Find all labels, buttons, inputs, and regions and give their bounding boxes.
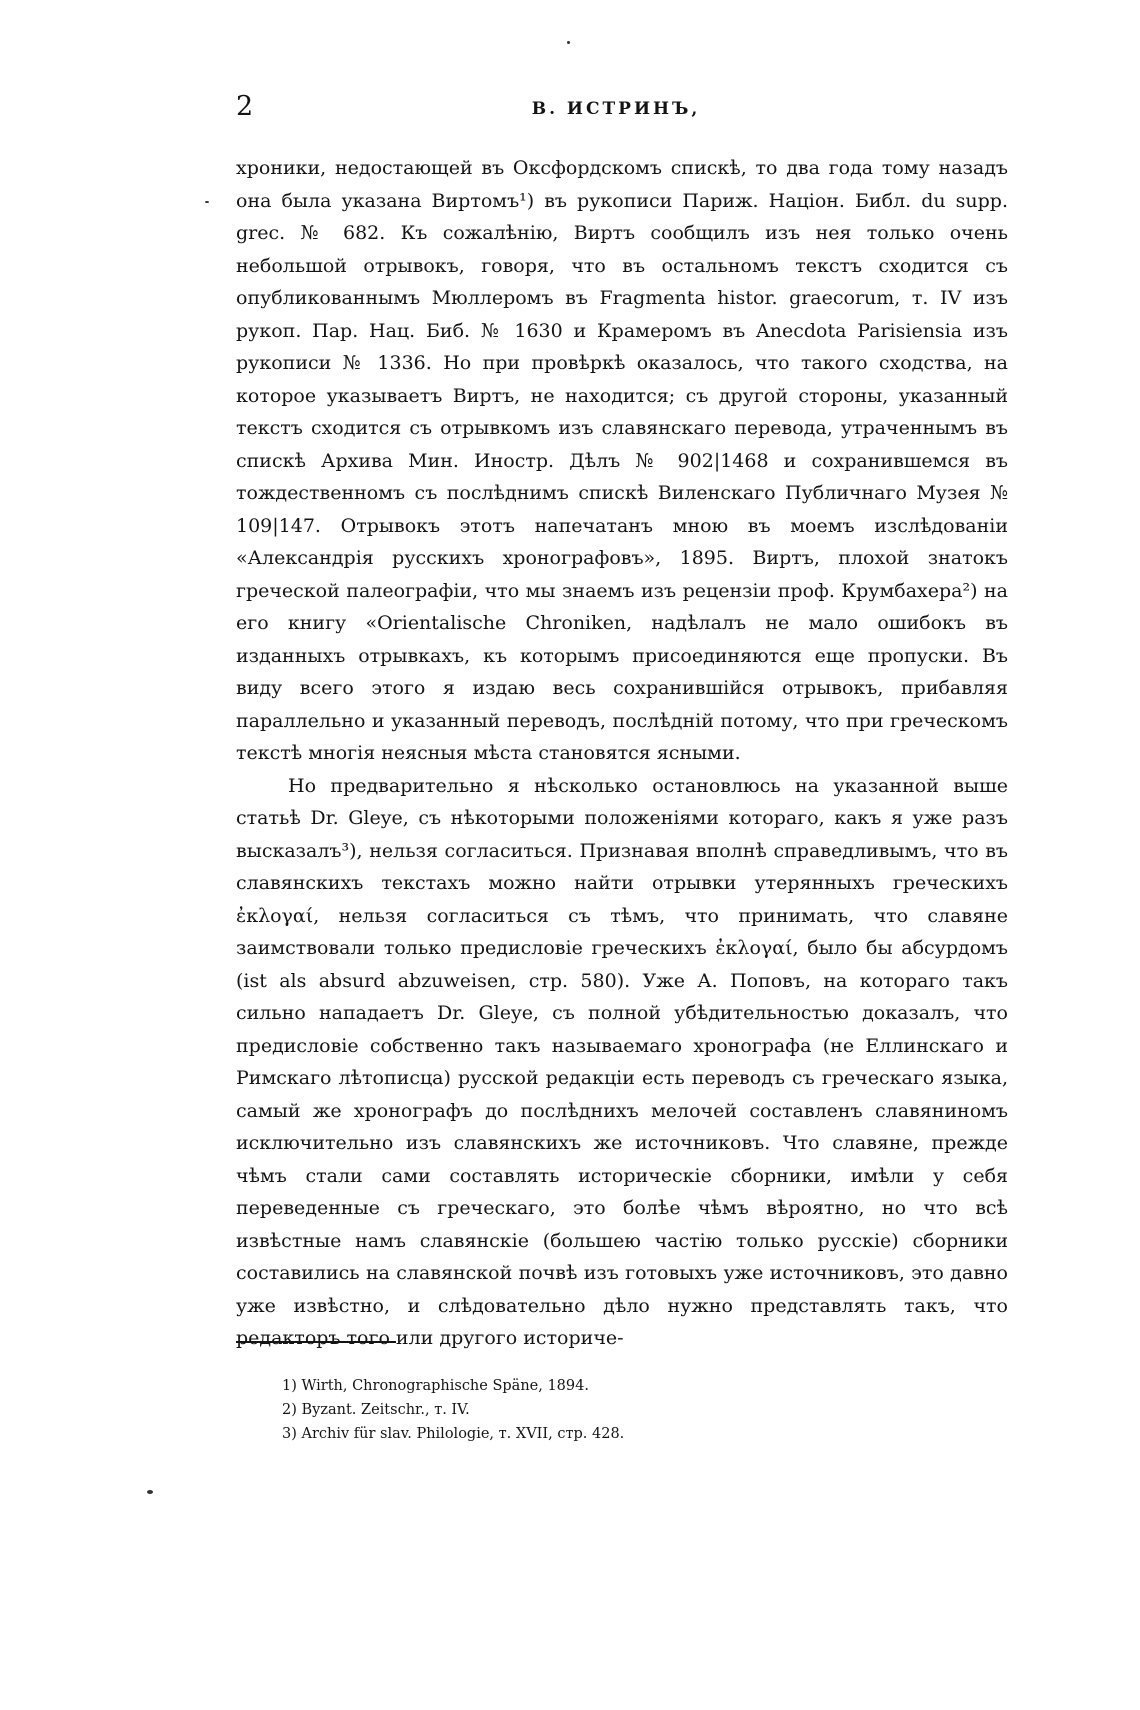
body-text bbox=[236, 152, 1008, 1355]
scan-speck bbox=[147, 1490, 153, 1494]
page-header bbox=[236, 92, 996, 132]
footnotes bbox=[282, 1374, 982, 1446]
running-head: В. ИСТРИНЪ, bbox=[531, 99, 701, 119]
footnote: 3) Archiv für slav. Philologie, т. XVII, стр. 428. bbox=[282, 1426, 625, 1442]
footnote: 1) Wirth, Chronographische Späne, 1894. bbox=[282, 1378, 589, 1394]
paragraph: Но предварительно я нѣсколько остановлюсь на указанной выше статьѣ Dr. Gleye, съ нѣкоторыми положеніями котораго, какъ я уже разъ высказалъ³), нельзя согласиться. Признавая вполнѣ справедливымъ, что въ славянскихъ текстахъ можно найти отрывки утерянныхъ греческихъ ἐκλογαί, нельзя согласиться съ тѣмъ, что принимать, что славяне заимствовали только предисловіе греческихъ ἐκλογαί, было бы абсурдомъ (ist als absurd abzuweisen, стр. 580). Уже А. Поповъ, на котораго такъ сильно нападаетъ Dr. Gleye, съ полной убѣдительностью доказалъ, что предисловіе собственно такъ называемаго хронографа (не Еллинскаго и Римскаго лѣтописца) русской редакціи есть переводъ съ греческаго языка, самый же хронографъ до послѣднихъ мелочей составленъ славяниномъ исключительно изъ славянскихъ же источниковъ. Что славяне, прежде чѣмъ стали сами составлять историческіе сборники, имѣли у себя переведенные съ греческаго, это болѣе чѣмъ вѣроятно, но что всѣ извѣстные намъ славянскіе (большею частію только русскіе) сборники составились на славянской почвѣ изъ готовыхъ уже источниковъ, это давно уже извѣстно, и слѣдовательно дѣло нужно представлять такъ, что редакторъ того или другого историче- bbox=[236, 774, 1008, 1349]
paragraph: хроники, недостающей въ Оксфордскомъ спискѣ, то два года тому назадъ она была указана Виртомъ¹) въ рукописи Париж. Націон. Библ. du supp. grec. № 682. Къ сожалѣнію, Виртъ сообщилъ изъ нея только очень небольшой отрывокъ, говоря, что въ остальномъ текстъ сходится съ опубликованнымъ Мюллеромъ въ Fragmenta histor. graecorum, т. IV изъ рукоп. Пар. Нац. Биб. № 1630 и Крамеромъ въ Anecdota Parisiensia изъ рукописи № 1336. Но при провѣркѣ оказалось, что такого сходства, на которое указываетъ Виртъ, не находится; съ другой стороны, указанный текстъ сходится съ отрывкомъ изъ славянскаго перевода, утраченнымъ въ спискѣ Архива Мин. Иностр. Дѣлъ № 902|1468 и сохранившемся въ тождественномъ съ послѣднимъ спискѣ Виленскаго Публичнаго Музея № 109|147. Отрывокъ этотъ напечатанъ мною въ моемъ изслѣдованіи «Александрія русскихъ хронографовъ», 1895. Виртъ, плохой знатокъ греческой палеографіи, что мы знаемъ изъ рецензіи проф. Крумбахера²) на его книгу «Orientalische Chroniken, надѣлалъ не мало ошибокъ въ изданныхъ отрывкахъ, къ которымъ присоединяются еще пропуски. Въ виду всего этого я издаю весь сохранившійся отрывокъ, прибавляя параллельно и указанный переводъ, послѣдній потому, что при греческомъ текстѣ многія неясныя мѣста становятся ясными. bbox=[236, 157, 1008, 764]
scan-speck bbox=[205, 201, 209, 203]
footnote: 2) Byzant. Zeitschr., т. IV. bbox=[282, 1402, 470, 1418]
page-number: 2 bbox=[236, 91, 254, 122]
scan-speck bbox=[567, 41, 570, 44]
footnote-divider bbox=[236, 1341, 396, 1343]
